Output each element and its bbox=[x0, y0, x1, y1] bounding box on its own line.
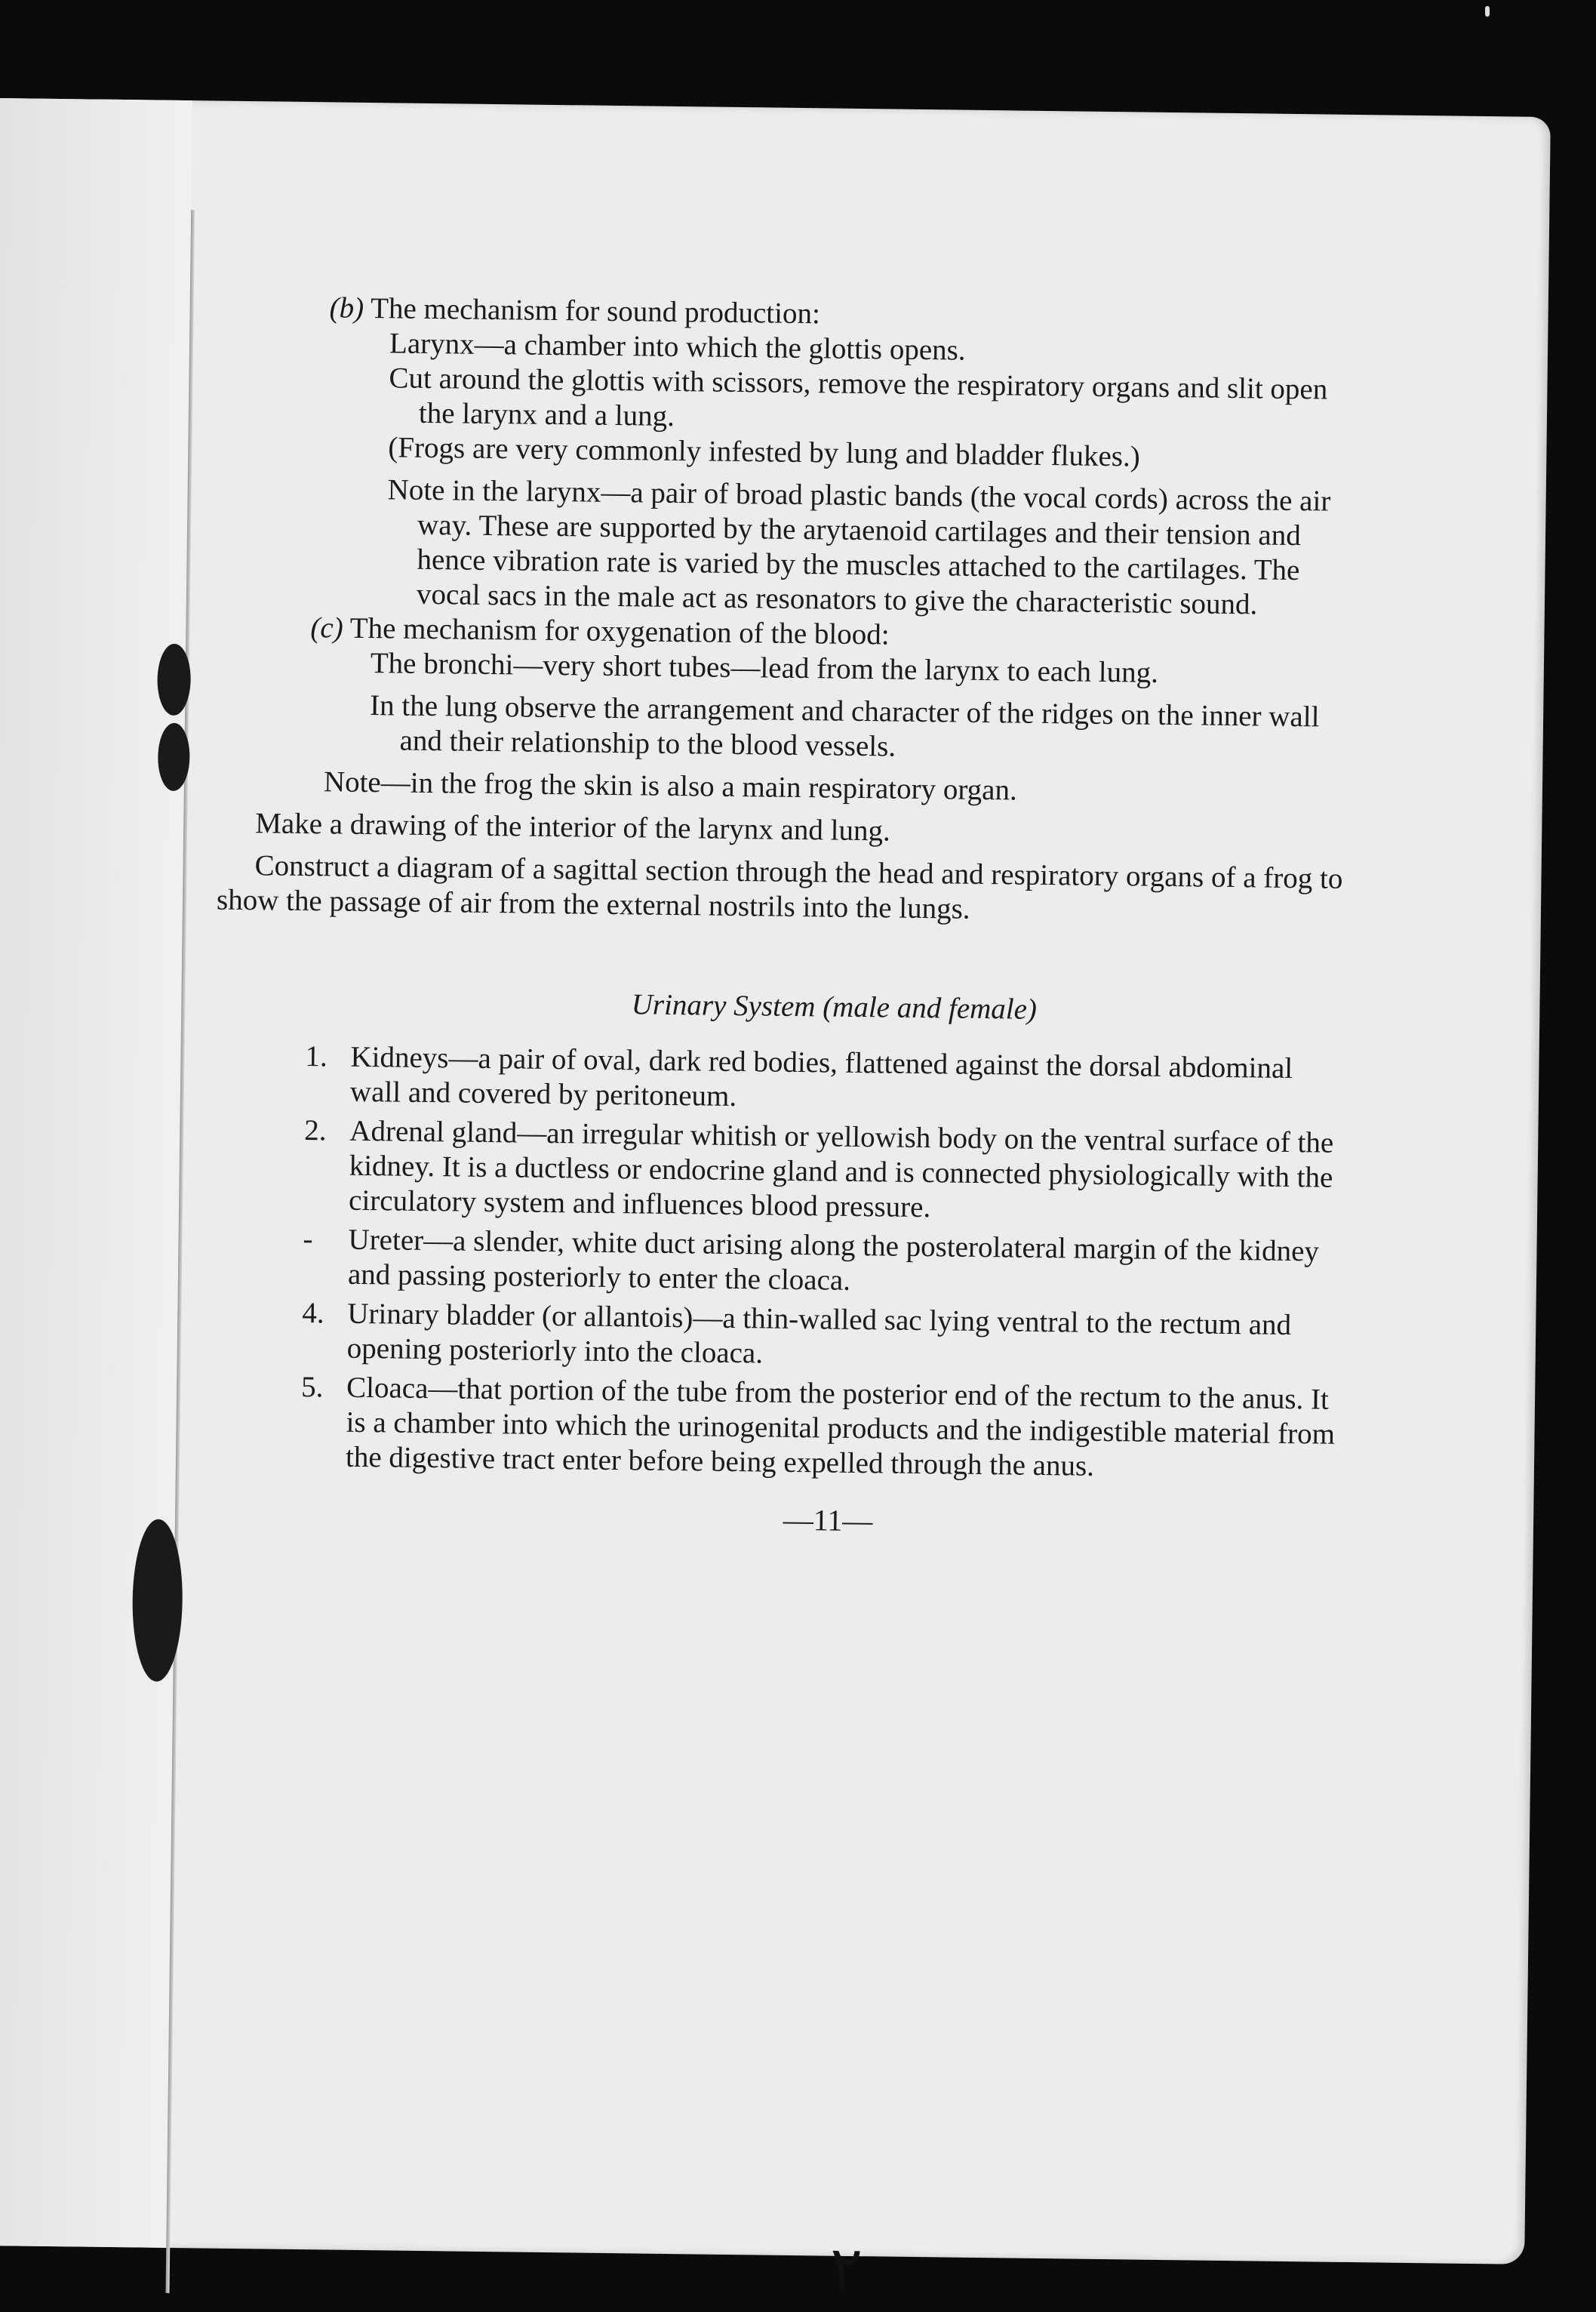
instruction: Construct a diagram of a sagittal section through the head and respiratory organs of a frog to show the passage of air from the external nostrils into the lungs. bbox=[216, 849, 1343, 925]
list-number: - bbox=[303, 1223, 313, 1256]
paragraph: Note—in the frog the skin is also a main respiratory organ. bbox=[323, 765, 1017, 807]
list-item bbox=[303, 1113, 1346, 1230]
paragraph: Cut around the glottis with scissors, remove the respiratory organs and slit open the larynx and a lung. bbox=[389, 362, 1328, 433]
paragraph: The bronchi—very short tubes—lead from the larynx to each lung. bbox=[370, 647, 1159, 689]
list-item bbox=[303, 1222, 1345, 1304]
list-item bbox=[300, 1370, 1343, 1487]
list-number: 1. bbox=[305, 1040, 328, 1073]
page-number: —11— bbox=[783, 1502, 873, 1538]
left-margin bbox=[0, 98, 192, 2248]
paragraph: In the lung observe the arrangement and character of the ridges on the inner wall and their relationship to the blood vessels. bbox=[369, 689, 1320, 763]
paragraph: Note in the larynx—a pair of broad plastic bands (the vocal cords) across the air way. These are supported by the arytaenoid cartilages and their tension and hence vibration rate is varied by the muscles attached to the cartilages. The vocal sacs in the male act as resonators to give the characteristic sound. bbox=[387, 473, 1331, 621]
list-text: Urinary bladder (or allantois)—a thin-walled sac lying ventral to the rectum and opening posteriorly into the cloaca. bbox=[346, 1297, 1292, 1370]
list-number: 5. bbox=[300, 1371, 324, 1404]
instruction: Make a drawing of the interior of the larynx and lung. bbox=[255, 807, 890, 848]
list-number: 2. bbox=[304, 1114, 327, 1147]
list-text: Kidneys—a pair of oval, dark red bodies, flattened against the dorsal abdominal wall and covered by peritoneum. bbox=[349, 1040, 1293, 1113]
list-item bbox=[305, 1039, 1347, 1122]
list-text: Cloaca—that portion of the tube from the posterior end of the rectum to the anus. It is a chamber into which the urinogenital products and the indigestible material from the digestive tract enter before being expelled through the anus. bbox=[345, 1371, 1336, 1482]
handwritten-mark: ٢ bbox=[829, 2233, 863, 2304]
list-number: 4. bbox=[302, 1297, 324, 1330]
section-c-title: The mechanism for oxygenation of the blood: bbox=[349, 611, 890, 651]
list-text: Adrenal gland—an irregular whitish or yellowish body on the ventral surface of the kidney. It is a ductless or endocrine gland and is connected physiologically with the circulatory system and influences blood pressure. bbox=[348, 1114, 1334, 1224]
page-text bbox=[216, 291, 1356, 1544]
document-page bbox=[0, 98, 1551, 2304]
list-item bbox=[302, 1296, 1344, 1378]
section-c-label: (c) bbox=[310, 611, 344, 645]
paragraph: (Frogs are very commonly infested by lung and bladder flukes.) bbox=[388, 431, 1140, 473]
urinary-system-heading: Urinary System (male and female) bbox=[631, 988, 1038, 1026]
scan-speck bbox=[1485, 6, 1490, 17]
section-b-label: (b) bbox=[329, 291, 364, 325]
list-text: Ureter—a slender, white duct arising along the posterolateral margin of the kidney and passing posteriorly to enter the cloaca. bbox=[347, 1223, 1320, 1297]
section-b-title: The mechanism for sound production: bbox=[370, 292, 821, 331]
paragraph: Larynx—a chamber into which the glottis opens. bbox=[389, 327, 966, 367]
